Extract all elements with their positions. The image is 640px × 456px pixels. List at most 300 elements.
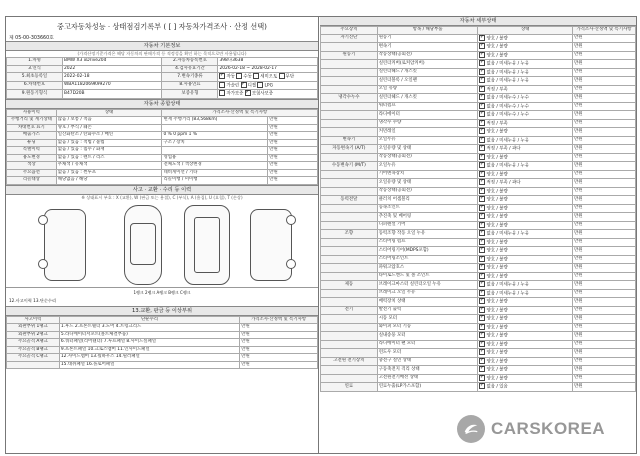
framework-row-note: 만원	[240, 361, 318, 369]
checkbox-good	[479, 43, 485, 49]
overall-status-table	[6, 109, 318, 185]
detail-note: 만원	[572, 34, 635, 43]
detail-row	[321, 85, 636, 94]
detail-state-text: 없음 / 미세누수 / 누수	[486, 95, 529, 101]
detail-row	[321, 349, 636, 358]
section-framework: 13.교환, 판금 등 이상부위	[6, 306, 318, 316]
framework-row-items: 9.프론트패널 10.크로스멤버 11.인사이드패널	[59, 346, 239, 354]
detail-note: 만원	[572, 366, 635, 375]
option-auto: 자동	[226, 74, 235, 80]
left-column	[6, 17, 319, 453]
detail-part: 추진축 및 베어링	[377, 213, 478, 222]
detail-note: 만원	[572, 230, 635, 239]
wheel-icon	[286, 215, 296, 225]
detail-state	[478, 306, 573, 315]
detail-row	[321, 374, 636, 383]
warranty-options	[218, 90, 318, 99]
check-row-label: 주요옵션	[7, 169, 57, 177]
checkbox-insurance-warranty	[245, 90, 251, 96]
detail-note: 만원	[572, 162, 635, 171]
sign-line	[6, 296, 318, 306]
detail-note: 만원	[572, 136, 635, 145]
checkbox-gasoline	[219, 82, 225, 88]
framework-row-note: 만원	[240, 331, 318, 339]
detail-state	[478, 383, 573, 392]
detail-state-text: 양호 / 불량	[486, 248, 508, 254]
col-price-note: 가격조사·산정액 및 특기사항	[162, 109, 318, 117]
detail-group: 동력전달	[321, 196, 378, 205]
checkbox-lpg	[257, 82, 263, 88]
detail-state-text: 없음 / 미세누유 / 누유	[486, 163, 529, 169]
detail-state-text: 없음 / 미세누유 / 누유	[486, 138, 529, 143]
detail-state	[478, 204, 573, 213]
checkbox-good	[479, 171, 485, 177]
detail-note: 만원	[572, 238, 635, 247]
detail-group	[321, 119, 378, 128]
check-row-state: 없음 / 있음 : 적법 / 불법	[56, 139, 162, 147]
detail-state-text: 양호 / 불량	[486, 265, 508, 271]
detail-group	[321, 179, 378, 188]
detail-row	[321, 323, 636, 332]
detail-row	[321, 128, 636, 137]
detail-group	[321, 187, 378, 196]
detail-state	[478, 119, 573, 128]
check-row-label: 리콜대상	[7, 177, 57, 185]
detail-note: 만원	[572, 187, 635, 196]
detail-group	[321, 289, 378, 298]
detail-note: 만원	[572, 340, 635, 349]
detail-note: 만원	[572, 102, 635, 111]
checkbox-good	[479, 69, 485, 75]
right-column	[320, 17, 636, 453]
checkbox-good	[479, 137, 485, 143]
detail-row	[321, 43, 636, 52]
detail-state-text: 양호 / 불량	[486, 325, 508, 330]
detail-state	[478, 272, 573, 281]
detail-note: 만원	[572, 85, 635, 94]
detail-row	[321, 145, 636, 154]
detail-note: 만원	[572, 179, 635, 188]
detail-row	[321, 179, 636, 188]
detail-state	[478, 349, 573, 358]
detail-row	[321, 238, 636, 247]
detail-state	[478, 340, 573, 349]
detail-group: 전기	[321, 306, 378, 315]
detail-group	[321, 315, 378, 324]
inspection-report-page	[5, 16, 637, 454]
detail-state	[478, 145, 573, 154]
detail-group: 제동	[321, 281, 378, 290]
detail-row	[321, 306, 636, 315]
detail-note: 만원	[572, 315, 635, 324]
detail-note: 만원	[572, 60, 635, 69]
detail-state	[478, 111, 573, 120]
detail-group	[321, 349, 378, 358]
detail-row	[321, 255, 636, 264]
check-row-value: 0 % 0 ppm 1 %	[162, 132, 268, 140]
detail-group: 수동변속기 (M/T)	[321, 162, 378, 171]
detail-note: 만원	[572, 374, 635, 383]
detail-state-text: 양호 / 불량	[486, 359, 508, 364]
detail-group	[321, 340, 378, 349]
detail-state-text: 양호 / 불량	[486, 316, 508, 322]
detail-status-table	[320, 26, 636, 392]
checkbox-auto	[219, 73, 225, 79]
checkbox-good	[479, 120, 485, 126]
detail-part: 오일유량 및 상태	[377, 145, 478, 154]
detail-note: 만원	[572, 247, 635, 256]
detail-state-text: 적정 / 부족 / 과다	[486, 180, 521, 186]
checkbox-good	[479, 52, 485, 58]
detail-state-text: 양호 / 불량	[486, 172, 508, 177]
checkbox-cvt	[279, 73, 285, 79]
detail-col-device: 주요장치	[321, 27, 378, 35]
detail-part: 파워고압호스	[377, 264, 478, 273]
accident-symbol-note: ※ 상태표시 부호 : X (교환), W (판금 또는 용접), C (부식), A (흠집), U (요철), T (손상)	[81, 194, 243, 200]
checkbox-diesel	[241, 82, 247, 88]
col-history: 사용이력	[7, 109, 57, 117]
detail-group	[321, 221, 378, 230]
first-reg-value: 2022-02-18	[62, 73, 162, 82]
document-number: 제 05-00-303660호	[9, 36, 54, 41]
check-row-value: 구조 / 장치	[162, 139, 268, 147]
check-row-label: 배출가스	[7, 132, 57, 140]
detail-row	[321, 94, 636, 103]
detail-part: 작동상태(공회전)	[377, 51, 478, 60]
detail-part: 작동상태(공회전)	[377, 153, 478, 162]
checkbox-good	[479, 179, 485, 185]
engine-value: B47D20B	[62, 90, 162, 99]
option-manual: 수동	[243, 74, 252, 80]
checkbox-good	[479, 205, 485, 211]
detail-row	[321, 272, 636, 281]
detail-state	[478, 136, 573, 145]
checkbox-good	[479, 77, 485, 83]
check-row-note: 만원	[268, 117, 318, 125]
detail-row	[321, 162, 636, 171]
detail-part: 윈도우 모터	[377, 349, 478, 358]
checkbox-good	[479, 332, 485, 338]
detail-group: 원동기	[321, 51, 378, 60]
detail-group	[321, 238, 378, 247]
detail-part: 오일 유량	[377, 85, 478, 94]
detail-col-part: 항목 / 해당부품	[377, 27, 478, 35]
detail-note: 만원	[572, 77, 635, 86]
detail-row	[321, 77, 636, 86]
framework-table	[6, 316, 318, 370]
detail-state-text: 양호 / 불량	[486, 129, 508, 135]
checkbox-good	[479, 154, 485, 160]
framework-row-items: 5.라디에이터서포트(볼트체결부품)	[59, 331, 239, 339]
framework-row-items: 12.사이드멤버 13.휠하우스 14.필러패널	[59, 354, 239, 362]
detail-state	[478, 289, 573, 298]
detail-part: 변속기	[377, 43, 478, 52]
checkbox-good	[479, 264, 485, 270]
checkbox-good	[479, 375, 485, 381]
detail-state	[478, 68, 573, 77]
detail-group	[321, 43, 378, 52]
reg-number-value: 398다3638	[218, 58, 318, 66]
fuel-options	[218, 81, 318, 90]
detail-row	[321, 51, 636, 60]
detail-state	[478, 77, 573, 86]
detail-state	[478, 153, 573, 162]
detail-group	[321, 128, 378, 137]
detail-row	[321, 102, 636, 111]
detail-state-text: 양호 / 불량	[486, 333, 508, 339]
checkbox-good	[479, 230, 485, 236]
car-frame-inner	[194, 217, 220, 273]
check-row-state: 없음 / 있음 : 침수 / 화재	[56, 147, 162, 155]
detail-note: 만원	[572, 264, 635, 273]
swoosh-icon	[462, 420, 480, 438]
detail-row	[321, 196, 636, 205]
check-row-label: 특별이력	[7, 147, 57, 155]
checkbox-good	[479, 111, 485, 117]
detail-state-text: 양호 / 불량	[486, 240, 508, 245]
detail-state	[478, 94, 573, 103]
detail-group	[321, 298, 378, 307]
check-row-state: 많음 / 보통 / 적음	[56, 117, 162, 125]
detail-part: 동력조향 작동 오일 누유	[377, 230, 478, 239]
detail-part: 연료누출(LP가스포함)	[377, 383, 478, 392]
check-row-note: 만원	[268, 162, 318, 170]
detail-part: 타이로드엔드 및 볼 조인트	[377, 272, 478, 281]
detail-state	[478, 85, 573, 94]
basic-info-table	[6, 57, 318, 99]
rank-legend: 1랭크 2랭크 A랭크 B랭크 C랭크	[133, 289, 191, 295]
detail-state-text: 양호 / 불량	[486, 376, 508, 381]
detail-state-text: 양호 / 불량	[486, 189, 508, 194]
detail-state	[478, 60, 573, 69]
detail-part: 워터펌프	[377, 102, 478, 111]
detail-part: 실린더헤드 / 개스킷	[377, 68, 478, 77]
detail-row	[321, 264, 636, 273]
detail-state	[478, 43, 573, 52]
detail-row	[321, 153, 636, 162]
checkbox-good	[479, 162, 485, 168]
detail-state	[478, 51, 573, 60]
detail-group	[321, 323, 378, 332]
transmission-options	[218, 73, 318, 82]
checkbox-good	[479, 94, 485, 100]
detail-part: 브레이크마스터 실린더오일 누유	[377, 281, 478, 290]
detail-part: 원동기	[377, 34, 478, 43]
detail-part: 실린더커버(로커암커버)	[377, 60, 478, 69]
detail-row	[321, 332, 636, 341]
detail-state-text: 양호 / 불량	[486, 155, 508, 160]
detail-note: 만원	[572, 323, 635, 332]
detail-group	[321, 213, 378, 222]
framework-row-items: 1.후드 2.프론트휀더 3.도어 4.트렁크리드	[59, 324, 239, 332]
detail-row	[321, 136, 636, 145]
detail-state-text: 없음 / 있음	[486, 384, 508, 390]
option-diesel: 디젤	[247, 83, 257, 88]
framework-col-note: 가격조사·산정액 및 특기사항	[240, 316, 318, 324]
detail-state	[478, 221, 573, 230]
detail-part: 라디에이터	[377, 111, 478, 120]
checkbox-good	[479, 86, 485, 92]
detail-state	[478, 34, 573, 43]
wheel-icon	[286, 259, 296, 269]
checkbox-self-warranty	[219, 90, 225, 96]
detail-state	[478, 281, 573, 290]
detail-group	[321, 170, 378, 179]
detail-state-text: 양호 / 불량	[486, 308, 508, 313]
detail-state	[478, 247, 573, 256]
detail-note: 만원	[572, 196, 635, 205]
check-row-note: 만원	[268, 132, 318, 140]
detail-row	[321, 366, 636, 375]
detail-row	[321, 111, 636, 120]
detail-part: 오일누유	[377, 136, 478, 145]
vehicle-name-value: BMW X3 xDrive20d	[62, 58, 162, 66]
document-title: 중고자동차성능 · 상태점검기록부 ( [ ] 자동차가격조사 · 산정 선택)	[57, 22, 267, 31]
checkbox-good	[479, 281, 485, 287]
detail-state-text: 양호 / 불량	[486, 36, 508, 41]
framework-row-label	[7, 361, 60, 369]
detail-row	[321, 34, 636, 43]
detail-group	[321, 247, 378, 256]
option-gasoline: 가솔린	[226, 83, 240, 88]
detail-part: 실린더헤드 / 개스킷	[377, 94, 478, 103]
detail-part: 오일유량 및 상태	[377, 179, 478, 188]
detail-state-text: 없음 / 미세누유 / 누유	[486, 291, 529, 296]
reg-number-label: 2.자동차등록번호	[162, 58, 218, 66]
detail-state-text: 양호 / 불량	[486, 257, 508, 262]
detail-note: 만원	[572, 43, 635, 52]
year-label: 3.연식	[7, 65, 63, 73]
framework-row-note: 만원	[240, 354, 318, 362]
checkbox-good	[479, 128, 485, 134]
wheel-icon	[38, 259, 48, 269]
detail-state-text: 없음 / 미세누유 / 누유	[486, 61, 529, 67]
check-row-value: 현재 주행거리 [83,568km]	[162, 117, 268, 125]
detail-state-text: 양호 / 불량	[486, 223, 508, 228]
first-reg-label: 5.최초등록일	[7, 73, 63, 82]
checkbox-good	[479, 298, 485, 304]
detail-part: 클러치 어셈블리	[377, 196, 478, 205]
detail-state-text: 없음 / 미세누수 / 누수	[486, 112, 529, 118]
detail-part: 스티어링기어(MDPS포함)	[377, 247, 478, 256]
check-row-state: 없음 / 있음 : 렌트 / 리스	[56, 154, 162, 162]
detail-note: 만원	[572, 281, 635, 290]
detail-part: 스티어링 펌프	[377, 238, 478, 247]
detail-row	[321, 230, 636, 239]
detail-state	[478, 187, 573, 196]
detail-note: 만원	[572, 204, 635, 213]
detail-row	[321, 119, 636, 128]
framework-row-items: 15.대쉬패널 16.플로어패널	[59, 361, 239, 369]
detail-state-text: 양호 / 불량	[486, 299, 508, 305]
detail-state	[478, 102, 573, 111]
sign-line-text: 12.사고이력 13.단순수리	[9, 297, 57, 303]
detail-state	[478, 374, 573, 383]
framework-row-label: 외판부위 2랭크	[7, 331, 60, 339]
detail-note: 만원	[572, 306, 635, 315]
detail-row	[321, 68, 636, 77]
engine-label: 9.원동기형식	[7, 90, 63, 99]
detail-part: 시동 모터	[377, 315, 478, 324]
check-row-note: 만원	[268, 177, 318, 185]
check-row-value: 영업용	[162, 154, 268, 162]
detail-state	[478, 196, 573, 205]
framework-col-repair: 단순수리	[59, 316, 239, 324]
option-self-warranty: 자가보증	[226, 91, 244, 97]
col-state: 상태	[56, 109, 162, 117]
detail-group: 변속기	[321, 136, 378, 145]
check-row-note: 만원	[268, 139, 318, 147]
detail-state-text: 양호 / 불량	[486, 214, 508, 220]
check-row-label: 튜닝	[7, 139, 57, 147]
option-insurance-warranty: 보험사보증	[251, 91, 274, 97]
check-row-state: 일산화탄소 / 탄화수소 / 매연	[56, 132, 162, 140]
detail-note: 만원	[572, 51, 635, 60]
check-row-note: 만원	[268, 147, 318, 155]
check-row-value	[162, 147, 268, 155]
detail-note: 만원	[572, 128, 635, 137]
detail-part: 냉각수 수량	[377, 119, 478, 128]
detail-note: 만원	[572, 298, 635, 307]
detail-part: 배력장치 상태	[377, 298, 478, 307]
detail-state	[478, 128, 573, 137]
detail-note: 만원	[572, 255, 635, 264]
detail-group	[321, 264, 378, 273]
detail-part: 기어변속장치	[377, 170, 478, 179]
detail-state-text: 적정 / 부족	[486, 121, 508, 126]
checkbox-good	[479, 103, 485, 109]
section-basic-info: 자동차 기본정보	[6, 41, 318, 51]
detail-state-text: 양호 / 불량	[486, 350, 508, 356]
checkbox-good	[479, 239, 485, 245]
detail-part: 실내송풍 모터	[377, 332, 478, 341]
detail-note: 만원	[572, 213, 635, 222]
detail-note: 만원	[572, 357, 635, 366]
detail-group: 냉각수누수	[321, 94, 378, 103]
detail-state	[478, 366, 573, 375]
detail-note: 만원	[572, 145, 635, 154]
checkbox-good	[479, 358, 485, 364]
detail-part: 발전기 출력	[377, 306, 478, 315]
check-row-note: 만원	[268, 169, 318, 177]
detail-part: 와이퍼 모터 기능	[377, 323, 478, 332]
detail-note: 만원	[572, 289, 635, 298]
option-cvt: 무단	[285, 74, 295, 80]
checkbox-good	[479, 315, 485, 321]
detail-state-text: 양호 / 불량	[486, 342, 508, 347]
detail-group: 자기진단	[321, 34, 378, 43]
check-row-label: 차대번호 표기	[7, 124, 57, 132]
checkbox-good	[479, 35, 485, 41]
year-value: 2022	[62, 65, 162, 73]
checkbox-good	[479, 349, 485, 355]
vehicle-damage-diagram	[6, 201, 318, 288]
framework-row-label: 주요골격 C랭크	[7, 354, 60, 362]
checkbox-good	[479, 213, 485, 219]
detail-group	[321, 366, 378, 375]
detail-note: 만원	[572, 332, 635, 341]
checkbox-good	[479, 324, 485, 330]
detail-note: 만원	[572, 221, 635, 230]
detail-part: 스티어링조인트	[377, 255, 478, 264]
framework-row-note: 만원	[240, 324, 318, 332]
detail-state-text: 적정 / 부족 / 과다	[486, 146, 521, 152]
detail-note: 만원	[572, 153, 635, 162]
detail-state	[478, 357, 573, 366]
car-roof-outline	[130, 223, 156, 265]
check-row-value: 네비게이션 / 기타	[162, 169, 268, 177]
watermark-text: CARSKOREA	[491, 419, 606, 438]
